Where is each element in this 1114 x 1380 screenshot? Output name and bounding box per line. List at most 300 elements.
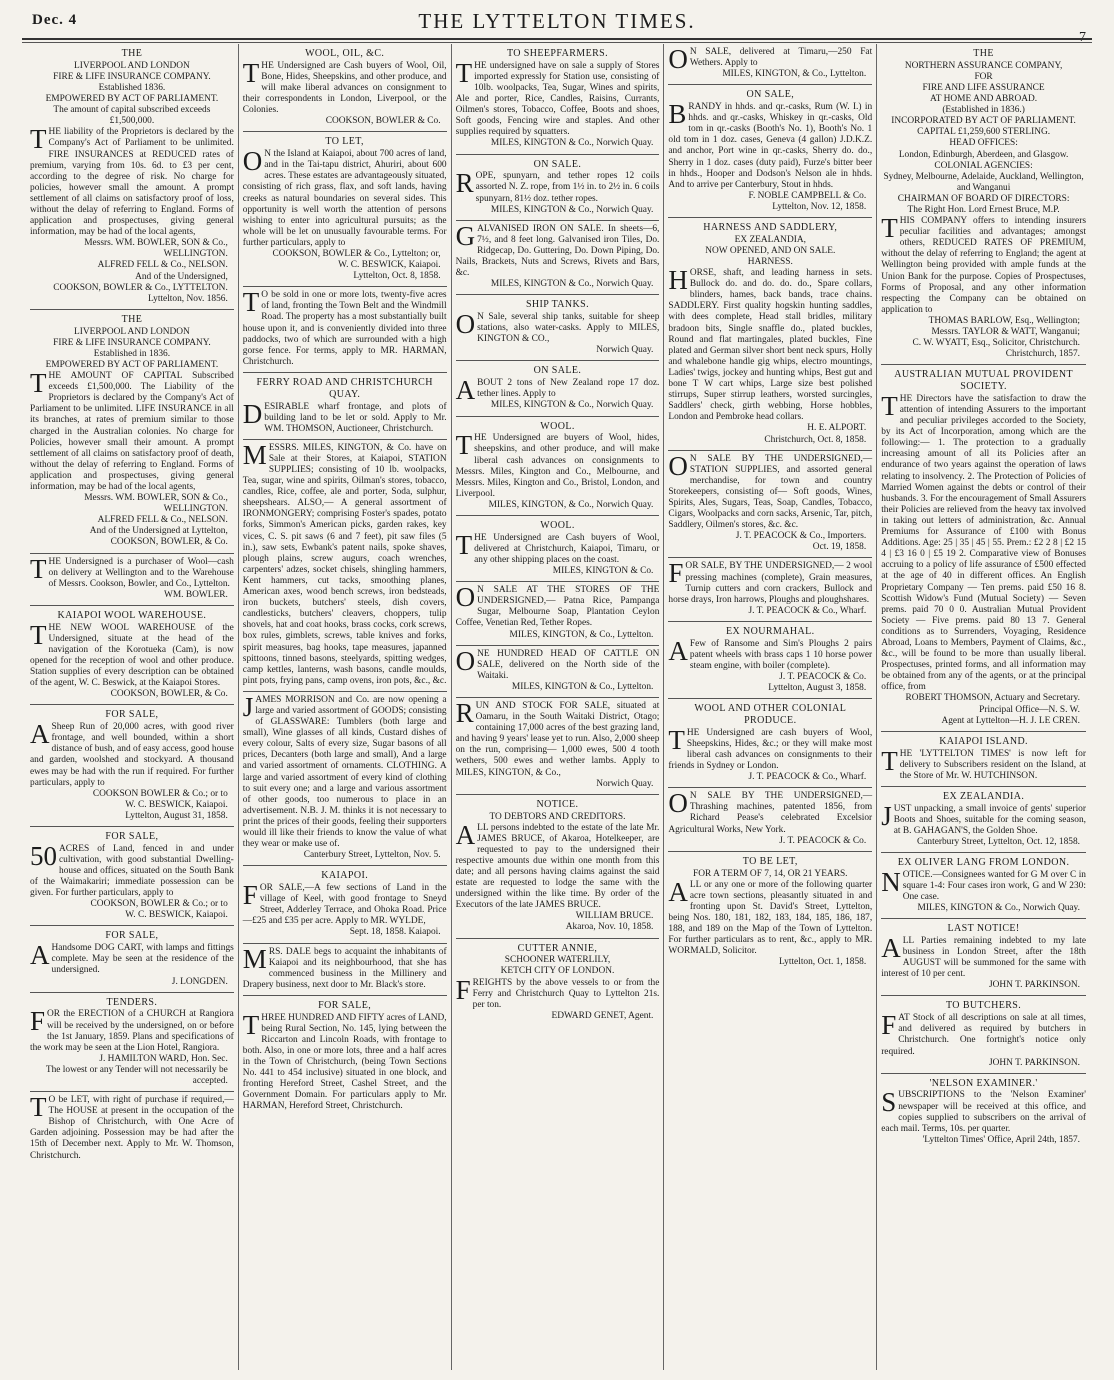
drop-cap: T: [668, 724, 685, 755]
ad-text: N SALE BY THE UNDERSIGNED,— Thrashing machines, patented 1856, from Richard Pease's celebrated Excelsior Agricultural Works, New York.: [668, 791, 873, 835]
ad-text: OTICE.—Consignees wanted for G M over C in square 1-4: Four cases iron work, G and W 230: One case.: [902, 869, 1086, 902]
ad-heading: TO BUTCHERS.: [945, 1000, 1022, 1012]
ad-body: [455, 582, 660, 629]
ad-signature: J. HAMILTON WARD, Hon. Sec.: [99, 1053, 228, 1064]
ad-subheading: Established in 1836.: [93, 348, 171, 359]
ad-text: Sheep Run of 20,000 acres, with good river frontage, and well bounded, within a short distance of bush, and of easy access, good house and garden, woolshed and stockyard. A thousand ewes may be had with the run if required. For further particulars, apply to: [30, 722, 234, 788]
ad-signature: J. T. PEACOCK & Co., Wharf.: [748, 772, 867, 783]
ad-text: OR SALE,—A few sections of Land in the village of Keel, with good frontage to Sneyd Street, Adderley Terrace, and Ohoka Road. Price—£25 and £35 per acre. Apply to MR. WYLDE,: [242, 883, 447, 927]
ad-heading: TO BE LET,: [742, 855, 798, 867]
ad-text: HE NEW WOOL WAREHOUSE of the Undersigned, situate at the head of the navigation of the Korotueka (Cam), is now opened for the reception of wool and other produce. Station supplies of every description can be obtained of the agent, W. C. Beswick, at the Kaiapoi Stores.: [30, 622, 234, 689]
ad-text: OPE, spunyarn, and tether ropes 12 coils assorted N. Z. rope, from 1½ in. to 2½ in. 6 coils spunyarn, 81½ doz. tether ropes.: [475, 171, 660, 204]
ad-signature: ROBERT THOMSON, Actuary and Secretary.: [905, 693, 1080, 704]
advertisement: [456, 516, 660, 582]
drop-cap: B: [668, 99, 687, 130]
ad-body: [30, 1092, 234, 1162]
ad-heading: WOOL.: [540, 519, 575, 531]
advertisement: [456, 417, 660, 516]
advertisement: [668, 44, 872, 85]
ad-body: [455, 698, 660, 779]
advertisement: [668, 699, 872, 788]
ad-signature: J. T. PEACOCK & Co., Importers.: [735, 531, 867, 542]
advertisement: [668, 852, 872, 973]
ad-signature: MILES, KINGTON & Co., Norwich Quay.: [490, 204, 654, 215]
ad-signature: COOKSON, BOWLER, & Co.: [110, 689, 228, 700]
advertisement: [456, 44, 660, 155]
drop-cap: 50: [30, 840, 57, 871]
ad-body: [30, 1006, 234, 1053]
ad-body: [242, 146, 447, 249]
ad-signature: Lyttelton, Oct. 1, 1858.: [778, 957, 867, 968]
ad-body: [455, 819, 660, 912]
drop-cap: N: [881, 866, 901, 897]
ad-subheading: NOW OPENED, AND ON SALE.: [705, 245, 836, 256]
ad-text: RS. DALE begs to acquaint the inhabitants of Kaiapoi and its neighbourhood, that she has commenced business in the Millinery and Drapery business, next door to Mr. Black's store.: [242, 946, 447, 990]
advertisement: [881, 365, 1086, 731]
ad-body: [242, 880, 447, 927]
ad-heading: FOR SALE,: [105, 709, 159, 721]
drop-cap: F: [30, 1006, 46, 1037]
ad-text: AT Stock of all descriptions on sale at all times, and delivered as required by butchers in Christchurch. One fortnight's notice only required.: [881, 1013, 1086, 1057]
ad-subheading: FIRE & LIFE INSURANCE COMPANY.: [53, 337, 211, 348]
column-1: [26, 44, 239, 1370]
ad-body: [881, 390, 1086, 694]
drop-cap: T: [455, 57, 473, 88]
ad-signature: F. NOBLE CAMPBELL & Co.: [748, 190, 867, 201]
ad-body: [668, 450, 873, 532]
ad-text: HE Directors have the satisfaction to draw the attention of intending Assurers to the important and peculiar privileges accorded to the Society, by its Act of Incorporation, among which are the following:— 1. The protection to a gradually increasing amount of all its Policies after an endurance of two years against the operation of laws relating to insolvency. 2. The Protection of Policies of Married Women against the debts or control of their husbands. 3. For the encouragement of Small Assurers their Policies are relieved from the heavy tax involved in taking out letters of administration, &c. Annual Premiums for Assurance of £100 with Bonus Additions. Age: 25 | 35 | 45 | 55. Prem.: £2 2 8 | £2 15 4 | £3 16 0 | £5 19 2. Comparative view of Bonuses accruing to a policy of life assurance of £500 effected at the age of 40 in different offices. An English Proprietary Company — Ten prems. paid £50 16 8. Scottish Widow's Fund (Mutual Society) — Seven prems. paid 70 0 0. Australian Mutual Provident Society — Five prems. paid 80 13 7. General conditions as to Surrenders, Voyaging, Residence Abroad, Loans to Members, Payment of Claims, &c., &c., will be found to be more than usually liberal. Prospectuses, printed forms, and all information may be obtained from any of the agents, or at the principal office, from: [881, 393, 1086, 693]
advertisement: [881, 1074, 1086, 1150]
ad-subheading: EMPOWERED BY ACT OF PARLIAMENT.: [45, 94, 219, 105]
advertisement: [243, 287, 447, 373]
ad-signature: MILES, KINGTON, & Co., Lyttelton.: [722, 69, 867, 80]
advertisement: [881, 853, 1086, 919]
ad-text: HE liability of the Proprietors is declared by the Company's Act of Parliament to be unlimited. FIRE INSURANCES at REDUCED rates of premium, varying from 10s. 6d. to £3 per cent, according to the degree of risk. No charge for policies, however small the amount. A prompt settlement of all claims on satisfactory proof of loss, without the delay of referring to England. Forms of application and prospectuses, giving general information, may be had of the local agents,: [30, 127, 234, 238]
ad-text: HE Undersigned are buyers of Wool, hides, sheepskins, and other produce, and will make liberal cash advances on consignments to Messrs. Miles, Kington and Co., Melbourne, and Messrs. Miles, Kington and Co., Bristol, London, and Liverpool.: [455, 433, 660, 499]
drop-cap: H: [668, 265, 688, 296]
advertisement: [30, 554, 234, 606]
ad-body: [30, 124, 234, 238]
ad-signature: Messrs. WM. BOWLER, SON & Co., WELLINGTON.: [84, 493, 228, 515]
ad-body: [242, 57, 447, 116]
ad-subheading: INCORPORATED BY ACT OF PARLIAMENT.: [891, 116, 1076, 127]
ad-signature: Christchurch, Oct. 8, 1858.: [764, 434, 867, 445]
ad-signature: WM. BOWLER.: [164, 589, 228, 600]
advertisement: [668, 218, 872, 451]
ad-body: [881, 1087, 1086, 1134]
ad-signature: Messrs. TAYLOR & WATT, Wanganui;: [931, 327, 1080, 338]
advertisement: [456, 795, 660, 939]
ad-signature: C. W. WYATT, Esq., Solicitor, Christchurch.: [912, 338, 1080, 349]
ad-text: O be LET, with right of purchase if required,—The HOUSE at present in the occupation of the Bishop of Christchurch, with One Acre of Garden adjoining. Possession may be had after the 15th of December next. Apply to Mr. W. Thomson, Christchurch.: [30, 1095, 234, 1161]
drop-cap: F: [881, 1010, 897, 1041]
ad-heading: FOR SALE,: [105, 930, 159, 942]
ad-text: OR the ERECTION of a CHURCH at Rangiora will be received by the undersigned, on or before the 1st January, 1859. Plans and specifications of the work may be seen at the Lion Hotel, Rangiora.: [30, 1009, 234, 1053]
ad-heading: EX OLIVER LANG FROM LONDON.: [897, 856, 1070, 868]
ad-signature: ALFRED FELL & Co., NELSON.: [97, 515, 228, 526]
ad-body: [668, 99, 873, 191]
ad-subheading: KETCH CITY OF LONDON.: [500, 966, 615, 977]
ad-subheading: SCHOONER WATERLILY,: [504, 955, 611, 966]
ad-heading: ON SALE.: [533, 158, 582, 170]
ad-text: ESSRS. MILES, KINGTON, & Co. have on Sale at their Stores, at Kaiapoi, STATION SUPPLIES; consisting of 10 lb. woolpacks, Tea, sugar, wine and spirits, Oilman's stores, tobacco, candles, Rice, coffee, ale and porter, Soda, sulphur, sheepshears. ALSO,— A general assortment of IRONMONGERY; comprising Foster's spades, potato forks, Simmon's American picks, garden rakes, key vices, C. S. pit saws (6 and 7 feet), pit saw files (5 in.), saw sets, Ewbank's patent nails, spoke shaves, plough plains, screw augurs, coach wrenches, carpenters' adzes, socket chisels, shingling hammers, Kent hammers, cut tacks, smoothing planes, American axes, wood bench screws, iron bedsteads, iron buckets, butchers' steels, dish covers, candlesticks, butchers' cleavers, choppers, tulip shovels, hat and coat hooks, brass cocks, cork screws, box rules, gimblets, screws, table knives and forks, spirit measures, bag hooks, tape measures, japanned spittoons, tinned basons, steelyards, spitting wedges, camp kettles, lanterns, wash basons, candle moulds, pint pots, frying pans, camp ovens, iron pots, &c., &c.: [242, 442, 447, 686]
ad-signature: W. C. BESWICK, Kaiapoi.: [125, 799, 228, 810]
advertisement: [243, 440, 447, 692]
drop-cap: T: [30, 1092, 47, 1123]
masthead-rule: [22, 38, 1092, 43]
ad-body: [30, 719, 234, 789]
drop-cap: A: [455, 375, 476, 406]
ad-signature: THOMAS BARLOW, Esq., Wellington;: [928, 315, 1080, 326]
drop-cap: R: [455, 168, 474, 199]
ad-signature: EDWARD GENET, Agent.: [551, 1010, 654, 1021]
ad-body: [668, 44, 873, 74]
drop-cap: O: [668, 788, 688, 819]
advertisement: [30, 926, 234, 992]
ad-heading: EX ZEALANDIA.: [942, 790, 1025, 802]
ad-signature: And of the Undersigned,: [135, 271, 228, 282]
ad-signature: Principal Office—N. S. W.: [979, 704, 1080, 715]
ad-body: [242, 287, 447, 368]
advertisement: [668, 788, 872, 851]
ad-signature: Lyttelton, Nov. 1856.: [147, 293, 228, 304]
ad-heading: KAIAPOI WOOL WAREHOUSE.: [57, 609, 207, 621]
advertisement: [456, 221, 660, 296]
advertisement: [668, 622, 872, 699]
ad-body: [881, 800, 1086, 837]
ad-subheading: CHAIRMAN OF BOARD OF DIRECTORS:: [897, 193, 1070, 204]
ad-subheading: FOR A TERM OF 7, 14, OR 21 YEARS.: [693, 868, 848, 879]
ad-text: ALVANISED IRON ON SALE. In sheets—6, 7½, and 8 feet long. Galvanised iron Tiles, Do. Ridgecap, Do. Guttering, Do. Down Piping, Do. Nails, Brackets, Nuts and Screws, Rivets and Bars, &c.: [455, 223, 660, 279]
drop-cap: T: [881, 745, 898, 776]
ad-body: [668, 265, 873, 423]
ad-body: [881, 1010, 1086, 1057]
drop-cap: T: [455, 529, 473, 560]
ad-text: OR SALE, BY THE UNDERSIGNED,— 2 wool pressing machines (complete), Grain measures, Turnip cutters and corn crackers, Bullock and horse drays, Iron harrows, Ploughs and ploughshares.: [668, 561, 873, 605]
ad-subheading: HEAD OFFICES:: [949, 138, 1018, 149]
ad-text: UST unpacking, a small invoice of gents' superior Boots and Shoes, suitable for the coming season, at B. GAHAGAN'S, the Golden Shoe.: [893, 803, 1086, 836]
drop-cap: O: [455, 309, 476, 340]
ad-subheading: AT HOME AND ABROAD.: [930, 94, 1038, 105]
ad-heading: LAST NOTICE!: [947, 923, 1020, 935]
ad-heading: CUTTER ANNIE,: [517, 942, 598, 954]
ad-text: LL or any one or more of the following quarter acre town sections, pleasantly situated in and fronting upon St. David's Street, Lyttelton, being Nos. 180, 181, 182, 183, 184, 185, 186, 187, 188, and 189 on the Map of the Town of Lyttelton. For further particulars as to rent, &c., apply to MR. WORMALD, Solicitor.: [668, 879, 873, 957]
ad-signature: ALFRED FELL & Co., NELSON.: [97, 260, 228, 271]
ad-body: [668, 635, 873, 672]
ad-body: [30, 940, 234, 976]
ad-heading: FOR SALE,: [105, 831, 159, 842]
ad-subheading: The amount of capital subscribed exceeds £1,500,000.: [53, 105, 211, 127]
ad-text: HE Undersigned are cash buyers of Wool, Sheepskins, Hides, &c.; or they will make most liberal cash advances on consignments to their friends in Sydney or London.: [668, 727, 873, 772]
advertisement-columns: [26, 44, 1090, 1370]
advertisement: [30, 310, 234, 554]
ad-signature: Norwich Quay.: [596, 345, 654, 356]
advertisement: [243, 44, 447, 132]
ad-text: LL Parties remaining indebted to my late business in London Street, after the 18th AUGUST will be summoned for the same with interest of 10 per cent.: [881, 935, 1086, 980]
ad-body: [30, 368, 234, 493]
ad-heading: KAIAPOI.: [321, 870, 369, 882]
ad-heading: THE: [121, 313, 143, 325]
advertisement: [30, 705, 234, 827]
advertisement: [30, 1092, 234, 1166]
ad-subheading: TO DEBTORS AND CREDITORS.: [489, 811, 626, 822]
advertisement: [881, 732, 1086, 787]
ad-text: ORSE, shaft, and leading harness in sets. Bullock do. and do. do. do., Spare collars, blinders, hames, back bands, trace chains. SADDLERY. First quality hogskin hunting saddles, with dees complete, Head stall bridles, military bradoon bits, Single snaffle do., plated buckles, Round and flat martingales, plated buckles, Fine plated and German silver short bent neck spurs, Holly and whalebone handle gig whips, electro mountings, Ladies' twigs, jockey and hunting whips, Best gut and bone T W cart whips, Large size best polished stirrups, Super stirrup leathers, worsted surcingles, Saddlers' check, girth webbing, Horse hobbles, London and Pembroke head collars.: [668, 268, 873, 423]
drop-cap: F: [668, 558, 684, 589]
advertisement: [456, 582, 660, 645]
ad-signature: MILES, KINGTON & Co.: [552, 566, 654, 577]
ad-body: [455, 57, 660, 139]
ad-body: [242, 439, 447, 687]
advertisement: [243, 373, 447, 440]
ad-signature: WILLIAM BRUCE.: [575, 911, 654, 922]
ad-heading: SHIP TANKS.: [525, 299, 590, 311]
ad-heading: TENDERS.: [106, 996, 158, 1008]
ad-subheading: (Established in 1836.): [942, 105, 1025, 116]
ad-text: HE AMOUNT OF CAPITAL Subscribed exceeds £1,500,000. The Liability of the Proprietors is declared by the Company's Act of Parliament to be unlimited. LIFE INSURANCE in all its branches, at rates of premium similar to those charged in the Australian colonies. No charge for Policies, however small their amount. A prompt settlement of all claims on satisfactory proof of death, without the delay of referring to England. Forms of application and prospectuses, giving general information, may be had of the local agents,: [30, 371, 234, 492]
ad-text: NE HUNDRED HEAD OF CATTLE ON SALE, delivered on the North side of the Waitaki.: [477, 648, 660, 681]
ad-body: [881, 932, 1086, 980]
ad-subheading: FIRE & LIFE INSURANCE COMPANY.: [53, 71, 211, 82]
drop-cap: A: [455, 819, 476, 850]
drop-cap: F: [455, 974, 471, 1005]
ad-heading: EX NOURMAHAL.: [726, 625, 815, 637]
ad-text: AMES MORRISON and Co. are now opening a large and varied assortment of GOODS; consisting of GLASSWARE: Tumblers (both large and small), Wine glasses of all kinds, Custard dishes of every colour, Salts of every size, Sugar basons of all prices, Decanters (both large and small), And a large and varied assortment of ornaments. CLOTHING. A large and varied assortment of every kind of clothing to suit every one; and a large and various assortment of other goods, too numerous to place in an advertisement. N.B. J. M. thinks it is not necessary to print the prices of their goods, feeling their supporters would ill like their friends to know the value of what they wear or make use of.: [242, 694, 447, 850]
ad-signature: MILES, KINGTON, & Co., Lyttelton.: [509, 629, 654, 640]
advertisement: [243, 866, 447, 943]
ad-heading: KAIAPOI ISLAND.: [939, 735, 1028, 747]
advertisement: [30, 606, 234, 705]
ad-signature: Messrs. WM. BOWLER, SON & Co., WELLINGTON.: [84, 238, 228, 260]
ad-signature: MILES, KINGTON & Co., Norwich Quay.: [490, 279, 654, 290]
ad-signature: MILES, KINGTON, & Co., Norwich Quay.: [488, 499, 654, 510]
ad-heading: NOTICE.: [536, 798, 579, 810]
drop-cap: T: [881, 213, 898, 244]
ad-text: BOUT 2 tons of New Zealand rope 17 doz. tether lines. Apply to: [477, 378, 660, 400]
ad-signature: COOKSON, BOWLER & Co., LYTTELTON.: [53, 282, 228, 293]
issue-date: Dec. 4: [32, 12, 78, 28]
ad-signature: J. T. PEACOCK & Co.: [779, 671, 867, 682]
advertisement: [881, 919, 1086, 996]
ad-text: ESIRABLE wharf frontage, and plots of building land to be let or sold. Apply to Mr. WM. THOMSON, Auctioneer, Christchurch.: [264, 401, 447, 434]
ad-signature: COOKSON, BOWLER & Co., Lyttelton; or,: [272, 249, 441, 259]
ad-body: [881, 745, 1086, 782]
ad-body: [242, 1009, 447, 1113]
ad-body: [242, 943, 447, 991]
drop-cap: T: [881, 390, 898, 421]
ad-text: N SALE, delivered at Timaru,—250 Fat Wethers. Apply to: [689, 47, 873, 69]
ad-text: HIS COMPANY offers to intending insurers peculiar facilities and advantages; amongst others, REDUCED RATES OF PREMIUM, without the delay of referring to England; the agent at Wellington being provided with ample funds at the Union Bank for the purpose. Copies of Prospectuses, Forms of Proposal, and any other information respecting the Company can be obtained on application to: [881, 216, 1086, 315]
ad-signature: COOKSON BOWLER & Co.; or to: [92, 788, 228, 799]
ad-heading: HARNESS AND SADDLERY,: [703, 222, 838, 234]
ad-signature: Christchurch, 1857.: [1005, 349, 1080, 360]
ad-subheading: NORTHERN ASSURANCE COMPANY,: [904, 60, 1063, 71]
ad-signature: 'Lyttelton Times' Office, April 24th, 1857.: [922, 1134, 1080, 1145]
ad-heading: 'NELSON EXAMINER.': [929, 1077, 1038, 1089]
drop-cap: T: [455, 430, 473, 461]
ad-text: ACRES of Land, fenced in and under cultivation, with good substantial Dwelling-house and offices, situated on the South Bank of the Waimakariri; immediate possession can be given. For further particulars, apply to: [30, 843, 234, 899]
drop-cap: T: [242, 287, 260, 318]
ad-text: Handsome DOG CART, with lamps and fittings complete. May be seen at the residence of the undersigned.: [51, 943, 234, 976]
drop-cap: T: [30, 124, 47, 155]
advertisement: [243, 692, 447, 866]
ad-body: [455, 645, 660, 682]
ad-subheading: COLONIAL AGENCIES:: [934, 160, 1033, 171]
ad-body: [668, 876, 873, 958]
ad-subheading: FOR: [974, 71, 993, 82]
ad-heading: ON SALE,: [746, 89, 795, 101]
drop-cap: A: [668, 635, 688, 666]
ad-heading: THE: [121, 48, 143, 59]
ad-heading: WOOL.: [540, 420, 575, 432]
masthead: [22, 8, 1092, 45]
drop-cap: G: [455, 220, 476, 251]
ad-body: [668, 788, 873, 835]
ad-heading: TO SHEEPFARMERS.: [506, 48, 609, 59]
ad-signature: Canterbury Street, Lyttelton, Nov. 5.: [303, 850, 441, 861]
ad-signature: JOHN T. PARKINSON.: [988, 1057, 1080, 1068]
ad-body: [455, 309, 660, 345]
ad-text: N Sale, several ship tanks, suitable for sheep stations, also water-casks. Apply to MILES, KINGTON & CO.,: [477, 312, 660, 345]
ad-signature: COOKSON, BOWLER, & Co.: [110, 537, 228, 548]
drop-cap: A: [30, 719, 50, 750]
ad-body: [668, 724, 873, 772]
advertisement: [456, 361, 660, 416]
advertisement: [668, 85, 872, 218]
ad-body: [455, 974, 660, 1011]
ad-body: [881, 213, 1086, 316]
ad-heading: AUSTRALIAN MUTUAL PROVIDENT SOCIETY.: [894, 369, 1073, 393]
drop-cap: T: [30, 553, 47, 584]
ad-text: RANDY in hhds. and qr.-casks, Rum (W. I.) in hhds. and qr.-casks, Whiskey in qr.-casks, Old tom in qr.-casks (Booth's No. 1), Booth's No. 1 old tom in 1 doz. cases, Geneva (4 gallon) J.D.K.Z. and anchor, Port wine in qr.-casks, Sherry do. do., Sherry in 1 doz. cases (duty paid), Furze's bitter beer in hhds., Hooper and Dodson's Nelson ale in hhds. And to arrive per Canterbury, Stout in hhds.: [668, 102, 873, 190]
drop-cap: J: [242, 691, 254, 722]
ad-body: [30, 619, 234, 690]
advertisement: [456, 939, 660, 1026]
advertisement: [881, 996, 1086, 1073]
ad-signature: J. T. PEACOCK & Co., Wharf.: [748, 605, 867, 616]
ad-body: [455, 168, 660, 204]
ad-signature: Canterbury Street, Lyttelton, Oct. 12, 1858.: [916, 836, 1080, 847]
drop-cap: A: [881, 932, 901, 963]
column-5: [877, 44, 1090, 1370]
ad-body: [455, 430, 660, 500]
drop-cap: J: [881, 800, 892, 831]
ad-signature: Lyttelton, Nov. 12, 1858.: [772, 201, 867, 212]
drop-cap: T: [242, 1009, 260, 1040]
drop-cap: T: [30, 368, 47, 399]
ad-text: UN AND STOCK FOR SALE, situated at Oamaru, in the South Waitaki District, Otago; containing 17,000 acres of the best grazing land, and having 9 years' lease yet to run. Also, 2,000 sheep on the run, comprising— 1,000 ewes, 500 4 tooth wethers, 500 ewes and wether lambs. Apply to MILES, KINGTON, & Co.,: [455, 701, 660, 778]
ad-subheading: FIRE AND LIFE ASSURANCE: [922, 82, 1045, 93]
ad-text: REIGHTS by the above vessels to or from the Ferry and Christchurch Quay to Lyttelton 21s. per ton.: [472, 977, 660, 1010]
ad-signature: J. LONGDEN.: [171, 976, 228, 987]
drop-cap: O: [455, 645, 476, 676]
advertisement: [881, 787, 1086, 853]
ad-signature: W. C. BESWICK, Kaiapoi.: [338, 260, 441, 271]
advertisement: [881, 44, 1086, 365]
drop-cap: O: [668, 450, 688, 481]
ad-body: [668, 558, 873, 605]
ad-body: [30, 840, 234, 899]
drop-cap: O: [455, 582, 476, 613]
ad-subheading: HARNESS.: [747, 257, 793, 267]
drop-cap: D: [242, 398, 263, 429]
ad-subheading: London, Edinburgh, Aberdeen, and Glasgow.: [898, 149, 1069, 160]
ad-signature: The lowest or any Tender will not necessarily be accepted.: [45, 1064, 228, 1086]
ad-signature: J. T. PEACOCK & Co.: [779, 835, 867, 846]
ad-subheading: Sydney, Melbourne, Adelaide, Auckland, Wellington, and Wanganui: [883, 171, 1084, 193]
drop-cap: O: [668, 44, 688, 74]
ad-text: N SALE AT THE STORES OF THE UNDERSIGNED,— Patna Rice, Pampanga Sugar, Melbourne Soap, Plantation Ceylon Coffee, Venetian Red, Tether Ropes.: [455, 585, 660, 629]
ad-signature: H. E. ALPORT.: [807, 423, 867, 434]
ad-subheading: EMPOWERED BY ACT OF PARLIAMENT.: [45, 359, 219, 370]
advertisement: [668, 558, 872, 621]
advertisement: [30, 827, 234, 926]
ad-signature: Agent at Lyttelton—H. J. LE CREN.: [941, 715, 1080, 726]
drop-cap: O: [242, 146, 263, 177]
drop-cap: A: [30, 940, 50, 971]
ad-text: HE undersigned have on sale a supply of Stores imported expressly for Station use, consisting of 10lb. woolpacks, Tea, Sugar, Wines and spirits, Ale and porter, Rice, Candles, Raisins, Currants, Oilmen's stores, Tobacco, Coffee, Boots and shoes, Soft goods, Fencing wire and staples. And other supplies required by squatters.: [455, 60, 660, 138]
ad-text: HREE HUNDRED AND FIFTY acres of LAND, being Rural Section, No. 145, lying between the Riccarton and Lincoln Roads, with frontage to both. Also, in one or more lots, three and a half acres in the Town of Christchurch, (being Town Sections No. 441 to 454 inclusive) situated in one block, and fronting Hereford Street, Cashel Street, and the Government Domain. For particulars apply to Mr. HARMAN, Hereford Street, Christchurch.: [242, 1012, 447, 1112]
ad-signature: Lyttelton, August 31, 1858.: [125, 810, 228, 821]
ad-text: Few of Ransome and Sim's Ploughs 2 pairs patent wheels with brass caps 1 10 horse power steam engine, with boiler (complete).: [689, 638, 873, 671]
ad-subheading: LIVERPOOL AND LONDON: [74, 326, 190, 337]
drop-cap: S: [881, 1087, 897, 1118]
ad-text: UBSCRIPTIONS to the 'Nelson Examiner' newspaper will be received at this office, and copies supplied to subscribers on the arrival of each mail. Terms, 10s. per quarter.: [881, 1090, 1086, 1134]
advertisement: [456, 295, 660, 361]
column-3: [452, 44, 665, 1370]
ad-signature: Lyttelton, August 3, 1858.: [768, 683, 867, 694]
ad-heading: WOOL AND OTHER COLONIAL PRODUCE.: [694, 703, 847, 726]
ad-body: [30, 553, 234, 590]
ad-heading: ON SALE.: [533, 365, 582, 377]
ad-heading: THE: [973, 48, 994, 59]
ad-signature: COOKSON, BOWLER & Co.; or to: [90, 899, 228, 910]
drop-cap: T: [242, 57, 260, 88]
ad-text: HE Undersigned is a purchaser of Wool—cash on delivery at Wellington and to the Warehouse of Messrs. Cookson, Bowler, and Co., Lyttelton.: [48, 556, 234, 589]
ad-signature: And of the Undersigned at Lyttelton,: [89, 526, 228, 537]
ad-text: HE Undersigned are Cash buyers of Wool, delivered at Christchurch, Kaiapoi, Timaru, or any other shipping places on the coast.: [474, 532, 660, 565]
drop-cap: A: [668, 876, 688, 907]
ad-signature: MILES, KINGTON & Co., Norwich Quay.: [917, 903, 1080, 914]
ad-body: [455, 220, 660, 279]
column-4: [664, 44, 877, 1370]
ad-signature: Sept. 18, 1858. Kaiapoi.: [349, 927, 441, 938]
column-2: [239, 44, 452, 1370]
drop-cap: F: [242, 880, 258, 911]
advertisement: [30, 993, 234, 1092]
page-number: 7: [1079, 30, 1086, 45]
advertisement: [668, 451, 872, 559]
ad-subheading: The Right Hon. Lord Ernest Bruce, M.P.: [907, 205, 1060, 216]
drop-cap: M: [242, 439, 267, 470]
ad-text: LL persons indebted to the estate of the late Mr. JAMES BRUCE, of Akaroa, Hotelkeeper, are requested to pay to the undersigned their respective amounts due within one month from this date; and all persons having claims against the said estate are requested to lodge the same with the undersigned within the like time. By order of the Executors of the late JAMES BRUCE.: [455, 822, 660, 911]
ad-subheading: Established 1836.: [98, 82, 166, 93]
advertisement: [243, 132, 447, 287]
ad-signature: COOKSON, BOWLER & Co.: [325, 116, 441, 127]
drop-cap: T: [30, 619, 47, 650]
ad-subheading: LIVERPOOL AND LONDON: [74, 60, 190, 71]
advertisement: [243, 996, 447, 1117]
drop-cap: R: [455, 698, 474, 728]
ad-heading: FERRY ROAD AND CHRISTCHURCH QUAY.: [256, 376, 433, 400]
ad-body: [242, 691, 447, 850]
ad-signature: Oct. 19, 1858.: [812, 542, 867, 553]
ad-signature: W. C. BESWICK, Kaiapoi.: [125, 910, 228, 921]
newspaper-title: THE LYTTELTON TIMES.: [418, 9, 696, 33]
ad-signature: Lyttelton, Oct. 8, 1858.: [353, 271, 441, 282]
ad-text: N SALE BY THE UNDERSIGNED,— STATION SUPPLIES, and assorted general merchandise, for town and country Storekeepers, consisting of— Soft goods, Wines, Spirits, Ales, Sugars, Teas, Soap, Candles, Tobacco, Cigars, Woolpacks and corn sacks, Arsenic, Tar, pitch, Saddlery, Oilmen's stores, &c. &c.: [668, 453, 873, 531]
ad-body: [455, 529, 660, 566]
